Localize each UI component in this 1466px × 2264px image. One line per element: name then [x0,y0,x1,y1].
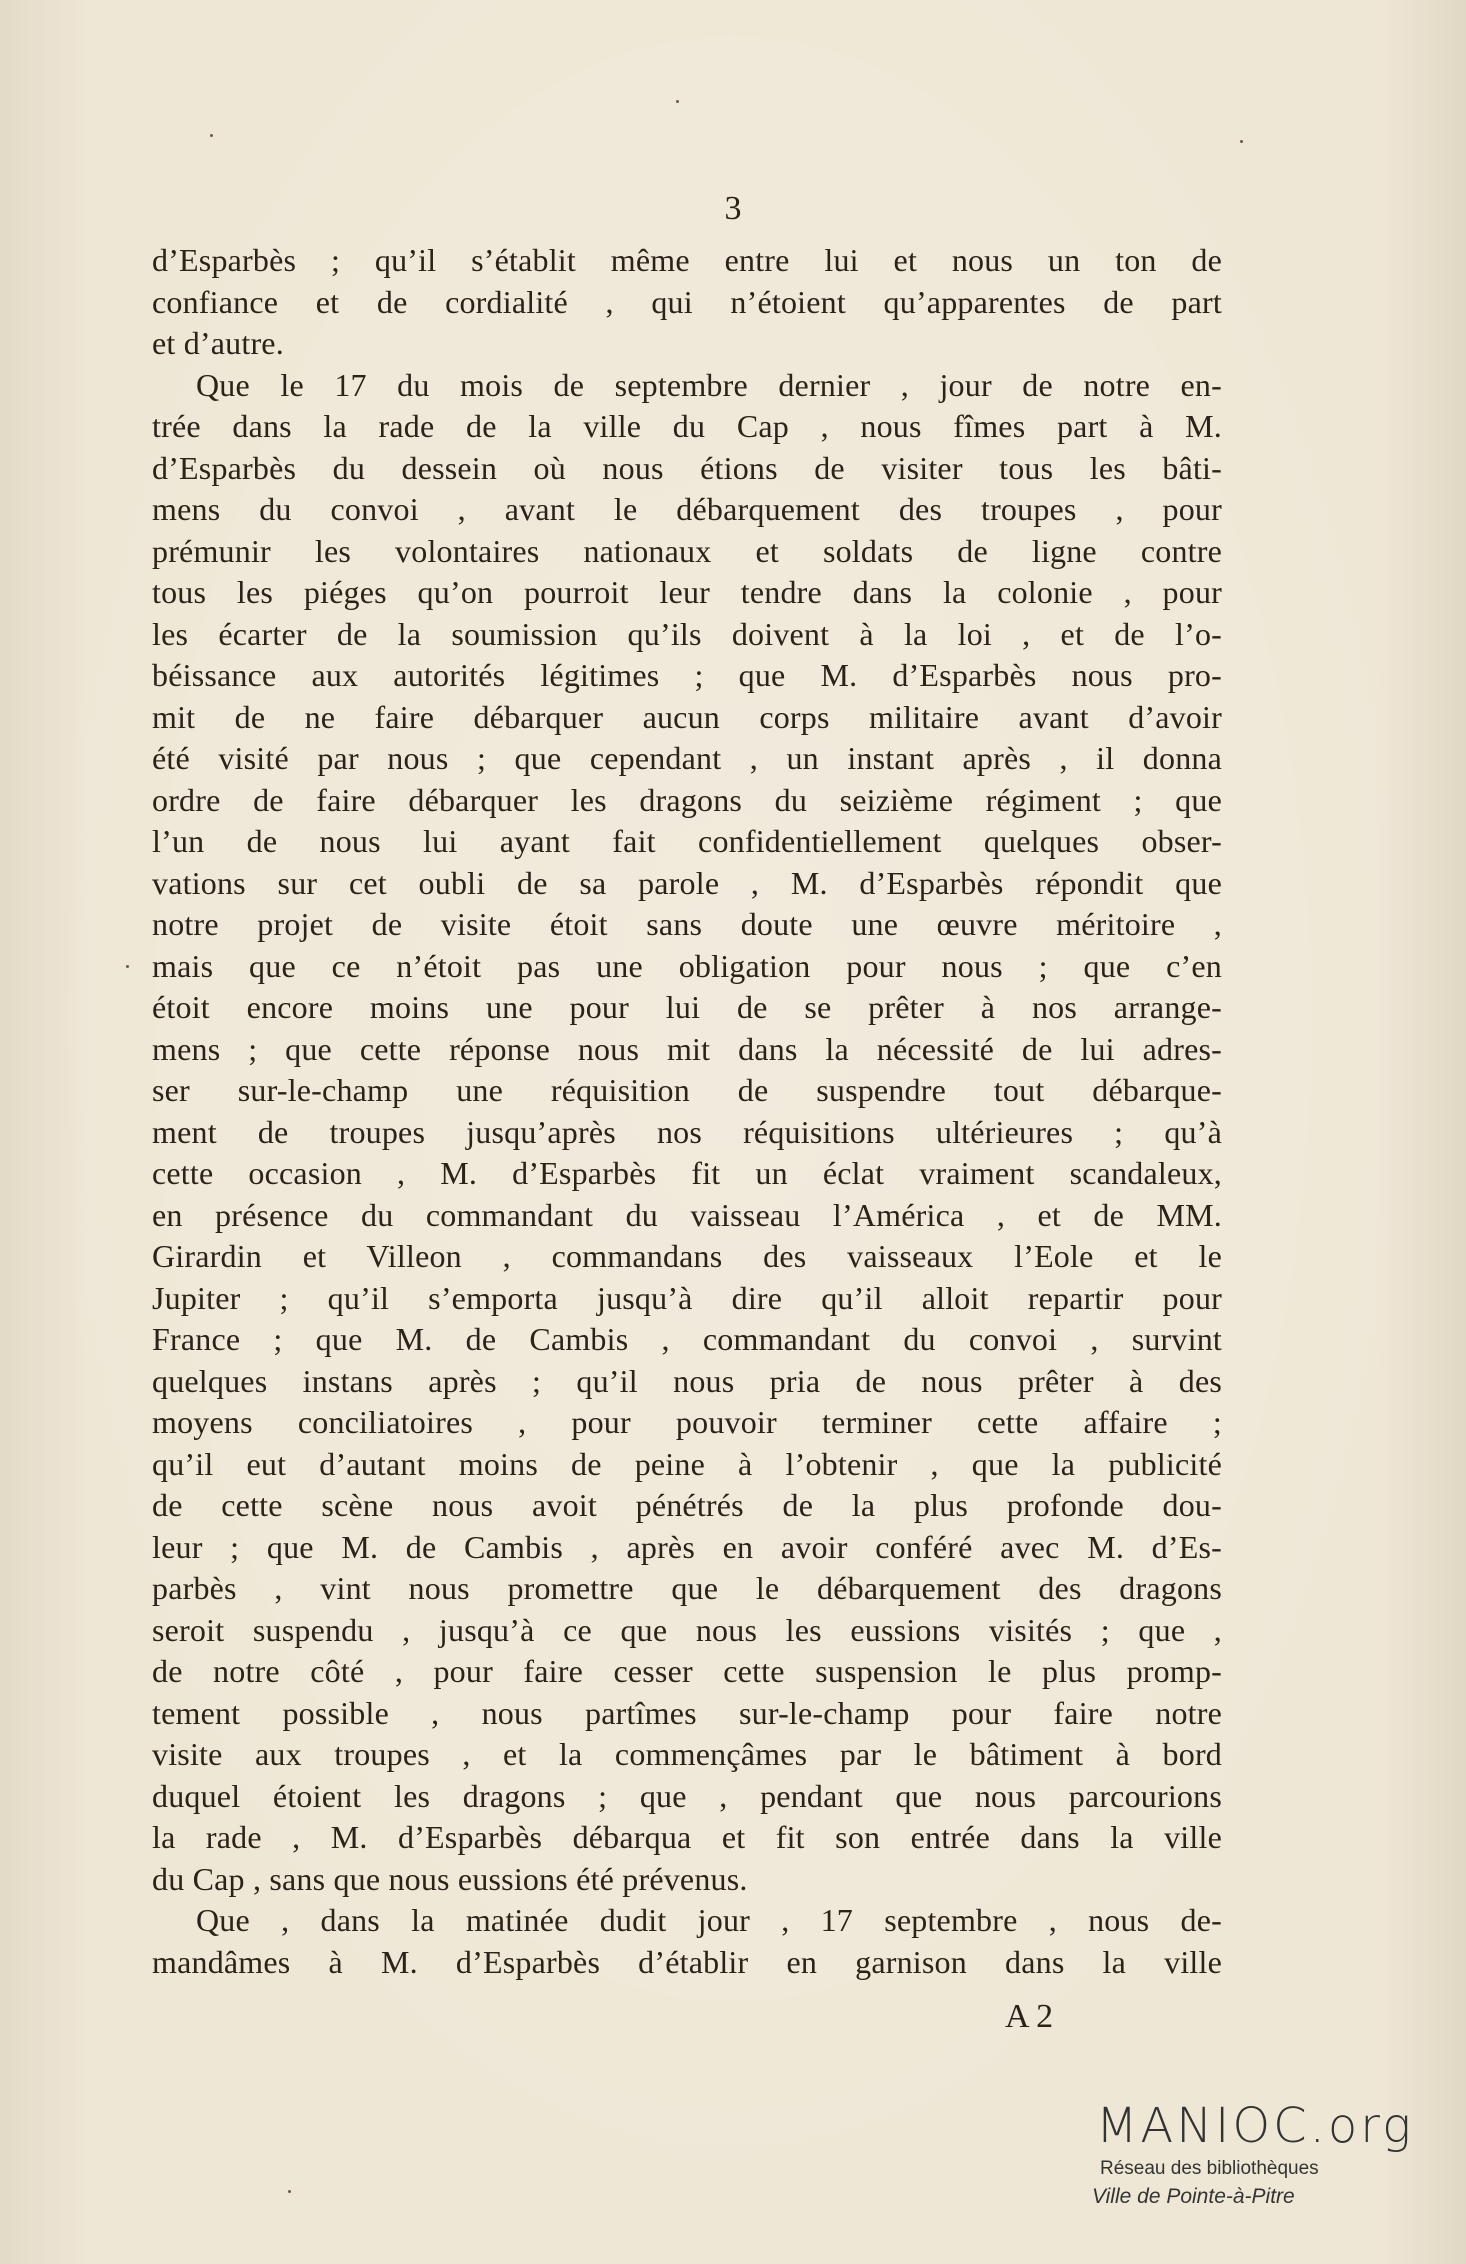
text-line: Girardin et Villeon , commandans des vaisseaux l’Eole et le [152,1238,1222,1274]
text-line: prémunir les volontaires nationaux et soldats de ligne contre [152,532,1222,569]
manioc-library-label: Ville de Pointe-à-Pitre [1092,2185,1295,2208]
text-line: confiance et de cordialité , qui n’étoient qu’apparentes de part [152,283,1222,320]
paper-speck [210,134,213,137]
text-line: Jupiter ; qu’il s’emporta jusqu’à dire qu’il alloit repartir pour [152,1279,1222,1316]
text-line: parbès , vint nous promettre que le débarquement des dragons [152,1570,1222,1606]
text-line: de notre côté , pour faire cesser cette suspension le plus promp- [152,1653,1222,1689]
text-line: tement possible , nous partîmes sur-le-champ pour faire notre [152,1694,1222,1731]
text-line: trée dans la rade de la ville du Cap , nous fîmes part à M. [152,408,1222,444]
manioc-logo[interactable]: MANIOC.org [1096,2098,1414,2154]
text-line: ment de troupes jusqu’après nos réquisitions ultérieures ; qu’à [152,1113,1222,1150]
text-line: et d’autre. [152,325,284,361]
text-line: moyens conciliatoires , pour pouvoir terminer cette affaire ; [152,1404,1222,1440]
text-line: notre projet de visite étoit sans doute une œuvre méritoire , [152,906,1222,942]
text-line: les écarter de la soumission qu’ils doivent à la loi , et de l’o- [152,615,1222,652]
text-line: en présence du commandant du vaisseau l’América , et de MM. [152,1196,1222,1233]
text-line: cette occasion , M. d’Esparbès fit un éclat vraiment scandaleux, [152,1155,1222,1191]
paper-speck [1240,140,1243,143]
manioc-network-label: Réseau des bibliothèques [1100,2158,1319,2179]
paper-speck [288,2190,291,2193]
text-line: d’Esparbès ; qu’il s’établit même entre lui et nous un ton de [152,242,1222,278]
signature-mark: A 2 [1005,1998,1054,2035]
text-line: qu’il eut d’autant moins de peine à l’obtenir , que la publicité [152,1445,1222,1482]
paper-speck [676,100,679,103]
text-line: Que , dans la matinée dudit jour , 17 septembre , nous de- [196,1902,1222,1938]
text-line: mens ; que cette réponse nous mit dans la nécessité de lui adres- [152,1030,1222,1067]
text-line: leur ; que M. de Cambis , après en avoir conféré avec M. d’Es- [152,1528,1222,1565]
text-line: duquel étoient les dragons ; que , pendant que nous parcourions [152,1777,1222,1814]
text-line: tous les piéges qu’on pourroit leur tendre dans la colonie , pour [152,574,1222,610]
text-line: été visité par nous ; que cependant , un instant après , il donna [152,740,1222,776]
text-line: visite aux troupes , et la commençâmes par le bâtiment à bord [152,1736,1222,1772]
text-line: ordre de faire débarquer les dragons du seizième régiment ; que [152,781,1222,818]
text-line: vations sur cet oubli de sa parole , M. d’Esparbès répondit que [152,864,1222,901]
text-line: mens du convoi , avant le débarquement des troupes , pour [152,491,1222,527]
text-line: étoit encore moins une pour lui de se prêter à nos arrange- [152,989,1222,1025]
text-line: ser sur-le-champ une réquisition de suspendre tout débarque- [152,1072,1222,1108]
paper-speck [126,965,129,968]
text-line: quelques instans après ; qu’il nous pria de nous prêter à des [152,1362,1222,1399]
text-line: mais que ce n’étoit pas une obligation pour nous ; que c’en [152,947,1222,984]
text-line: d’Esparbès du dessein où nous étions de visiter tous les bâti- [152,449,1222,486]
text-line: seroit suspendu , jusqu’à ce que nous les eussions visités ; que , [152,1611,1222,1648]
page-number: 3 [724,190,742,227]
body-text [152,240,1222,1983]
text-line: l’un de nous lui ayant fait confidentiellement quelques obser- [152,823,1222,859]
text-line: Que le 17 du mois de septembre dernier , jour de notre en- [196,366,1222,403]
text-line: béissance aux autorités légitimes ; que M. d’Esparbès nous pro- [152,657,1222,693]
text-line: du Cap , sans que nous eussions été prévenus. [152,1860,748,1897]
text-line: mandâmes à M. d’Esparbès d’établir en garnison dans la ville [152,1943,1222,1980]
text-line: de cette scène nous avoit pénétrés de la plus profonde dou- [152,1487,1222,1523]
text-line: mit de ne faire débarquer aucun corps militaire avant d’avoir [152,698,1222,735]
text-line: France ; que M. de Cambis , commandant du convoi , survint [152,1321,1222,1357]
text-line: la rade , M. d’Esparbès débarqua et fit son entrée dans la ville [152,1819,1222,1855]
